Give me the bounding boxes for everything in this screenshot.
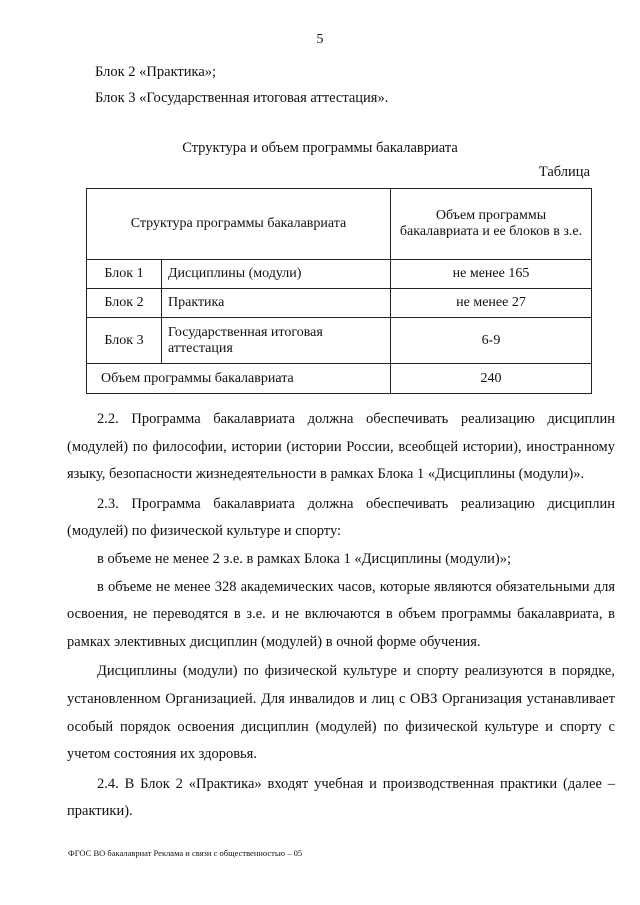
row-value: 6-9	[391, 318, 592, 364]
page-number: 5	[316, 32, 324, 47]
row-name: Государственная итоговая аттестация	[162, 318, 391, 364]
paragraph-2-3-item-1: в объеме не менее 2 з.е. в рамках Блока 1 «Дисциплины (модули)»;	[97, 550, 512, 567]
body-text	[67, 406, 615, 826]
program-structure-table	[86, 188, 592, 394]
total-value: 240	[391, 364, 592, 394]
row-code: Блок 3	[87, 318, 162, 364]
paragraph-2-3: 2.3. Программа бакалавриата должна обеспечивать реализацию дисциплин (модулей) по физической культуре и спорту:	[67, 495, 615, 540]
row-value: не менее 165	[391, 260, 592, 289]
table-total-row	[87, 364, 592, 394]
paragraph-2-3-item-2: в объеме не менее 328 академических часов, которые являются обязательными для освоения, не переводятся в з.е. и не включаются в объем программы бакалавриата, в рамках элективных дисциплин (модулей) в очной форме обучения.	[67, 578, 615, 650]
paragraph-sport: Дисциплины (модули) по физической культуре и спорту реализуются в порядке, установленном Организацией. Для инвалидов и лиц с ОВЗ Организация устанавливает особый порядок освоения дисциплин (модулей) по физической культуре и спорту с учетом состояния их здоровья.	[67, 663, 615, 763]
footer-note: ФГОС ВО бакалавриат Реклама и связи с общественностью – 05	[68, 848, 303, 858]
header-volume: Объем программы бакалавриата и ее блоков в з.е.	[391, 189, 592, 260]
table-label: Таблица	[538, 164, 590, 180]
header-structure: Структура программы бакалавриата	[87, 189, 391, 260]
table-row	[87, 289, 592, 318]
row-value: не менее 27	[391, 289, 592, 318]
table-row	[87, 318, 592, 364]
intro-line-block2: Блок 2 «Практика»;	[95, 64, 217, 80]
row-name: Дисциплины (модули)	[162, 260, 391, 289]
intro-line-block3: Блок 3 «Государственная итоговая аттестация».	[95, 90, 389, 106]
section-title: Структура и объем программы бакалавриата	[182, 140, 458, 156]
row-code: Блок 1	[87, 260, 162, 289]
total-label: Объем программы бакалавриата	[87, 364, 391, 394]
row-code: Блок 2	[87, 289, 162, 318]
paragraph-2-4: 2.4. В Блок 2 «Практика» входят учебная и производственная практики (далее – практики).	[67, 775, 615, 820]
table-row	[87, 260, 592, 289]
paragraph-2-2: 2.2. Программа бакалавриата должна обеспечивать реализацию дисциплин (модулей) по философии, истории (истории России, всеобщей истории), иностранному языку, безопасности жизнедеятельности в рамках Блока 1 «Дисциплины (модули)».	[67, 411, 615, 483]
row-name: Практика	[162, 289, 391, 318]
table-header-row	[87, 189, 592, 260]
